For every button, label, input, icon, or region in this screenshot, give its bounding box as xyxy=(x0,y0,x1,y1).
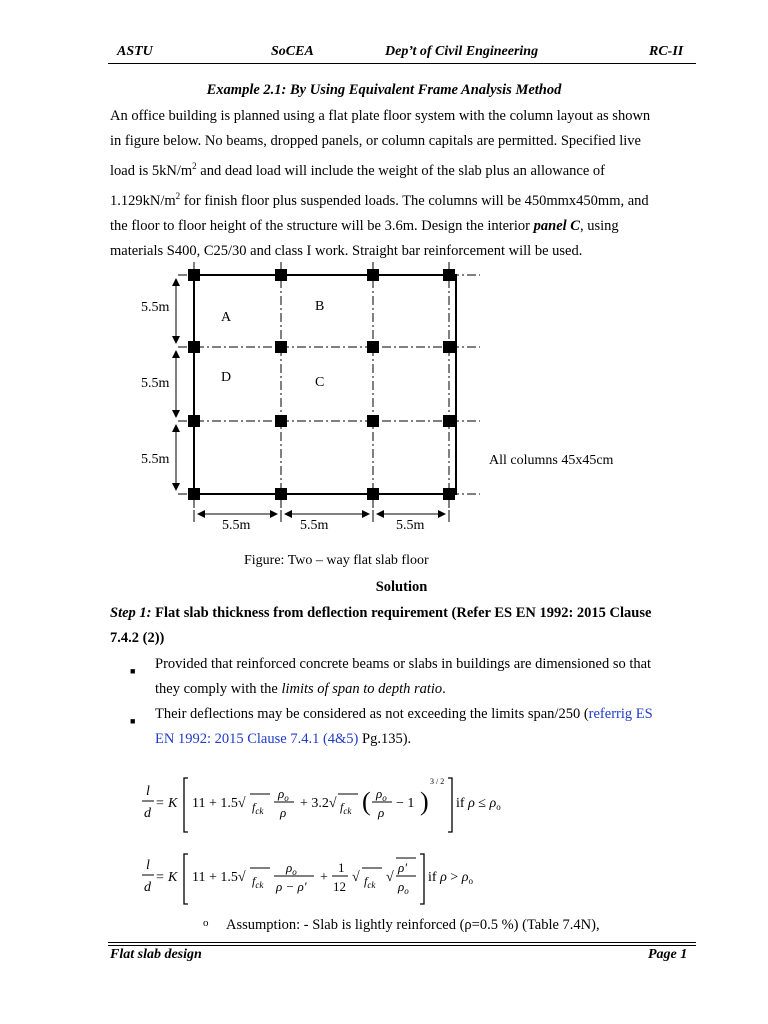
svg-text:√: √ xyxy=(386,870,394,885)
svg-text:12: 12 xyxy=(333,879,346,894)
svg-text:ρ': ρ' xyxy=(398,860,408,875)
svg-text:): ) xyxy=(420,787,429,816)
solution-heading: Solution xyxy=(375,579,428,595)
svg-text:=: = xyxy=(156,870,164,885)
panel-d-label: D xyxy=(221,370,232,385)
svg-text:d: d xyxy=(144,806,151,821)
bullet-square-icon: ■ xyxy=(130,716,136,726)
equation-condition: if $\rho \le \rho_o$ xyxy=(456,796,501,812)
intro-line: the floor to floor height of the structure will be 3.6m. Design the interior panel C, using xyxy=(110,217,619,234)
slab-outline xyxy=(194,275,456,494)
row-dimension: 5.5m xyxy=(141,376,170,391)
page-number: Page 1 xyxy=(648,947,688,962)
circle-bullet-icon: o xyxy=(203,917,209,929)
header-course: RC-II xyxy=(649,44,684,59)
svg-text:=: = xyxy=(156,796,164,811)
svg-text:1: 1 xyxy=(338,860,345,875)
column-dimension: 5.5m xyxy=(300,518,329,533)
svg-text:11 + 1.5√: 11 + 1.5√ xyxy=(192,796,246,811)
svg-text:− 1: − 1 xyxy=(396,796,415,811)
svg-text:√: √ xyxy=(352,870,360,885)
footer-rule-top xyxy=(108,942,696,943)
svg-text:K: K xyxy=(168,796,178,811)
row-dimension: 5.5m xyxy=(141,452,170,467)
step1-heading: Step 1: Flat slab thickness from deflection requirement (Refer ES EN 1992: 2015 Clause 7.4.2 (2)) xyxy=(110,605,652,646)
header-department: Dep’t of Civil Engineering xyxy=(385,44,539,59)
header-school: SoCEA xyxy=(271,44,314,59)
svg-text:K: K xyxy=(168,870,178,885)
svg-text:fck: $f_{ck}$ xyxy=(364,874,376,890)
svg-text:fck: $f_{ck}$ xyxy=(252,874,264,890)
intro-line: $1.129kN/m^2$ for finish floor plus suspended loads. The columns will be 450mmx450mm, and xyxy=(110,190,649,209)
footer-title: Flat slab design xyxy=(110,947,202,962)
column-dimension: 5.5m xyxy=(396,518,425,533)
column-size-note: All columns 45x45cm xyxy=(489,453,614,468)
intro-line: An office building is planned using a flat plate floor system with the column layout as shown xyxy=(110,108,651,124)
intro-line: in figure below. No beams, dropped panels, or column capitals are permitted. Specified live xyxy=(110,133,641,149)
bullet-square-icon: ■ xyxy=(130,666,136,676)
header-institution: ASTU xyxy=(117,44,153,59)
panel-c-label: C xyxy=(315,375,325,390)
svg-text:ρo: $\rho_o$ xyxy=(286,860,297,877)
figure-caption: Figure: Two – way flat slab floor xyxy=(244,553,429,568)
svg-text:ρo: $\rho_o$ xyxy=(376,786,387,803)
bullet-item: ■ Provided that reinforced concrete beams or slabs in buildings are dimensioned so that they comply with the limits of span to depth ratio. xyxy=(130,656,652,697)
svg-text:3 / 2: 3 / 2 xyxy=(430,777,445,786)
svg-text:(: ( xyxy=(362,787,371,816)
svg-text:fck: $f_{ck}$ xyxy=(252,800,264,816)
equation-condition: if $\rho > \rho_o$ xyxy=(428,870,473,886)
row-dimension: 5.5m xyxy=(141,300,170,315)
svg-text:ρo: $\rho_o$ xyxy=(278,786,289,803)
clause-reference: referrig ES xyxy=(588,706,653,722)
bullet-item: ■ Their deflections may be considered as not exceeding the limits span/250 (referrig ES EN 1992: 2015 Clause 7.4.1 (4&5) Pg.135). xyxy=(130,706,653,747)
svg-text:11 + 1.5√: 11 + 1.5√ xyxy=(192,870,246,885)
svg-text:ρo: $\rho_o$ xyxy=(398,879,409,896)
svg-text:+ 3.2√: + 3.2√ xyxy=(300,796,337,811)
svg-text:ρ: ρ xyxy=(378,805,385,820)
clause-reference: EN 1992: 2015 Clause 7.4.1 (4&5) xyxy=(155,731,359,747)
intro-line: load is $5kN/m^2$ and dead load will include the weight of the slab plus an allowance of xyxy=(110,161,605,179)
svg-text:+: + xyxy=(320,870,328,885)
svg-text:d: d xyxy=(144,880,151,895)
footer-rule-bottom xyxy=(108,945,696,946)
assumption-text: Assumption: - Slab is lightly reinforced (ρ=0.5 %) (Table 7.4N), xyxy=(226,917,600,933)
svg-text:l: l xyxy=(146,784,150,799)
svg-text:ρ: ρ xyxy=(280,805,287,820)
deflection-equations xyxy=(130,770,530,910)
example-title: Example 2.1: By Using Equivalent Frame Analysis Method xyxy=(206,82,562,98)
svg-text:fck: $f_{ck}$ xyxy=(340,800,352,816)
svg-text:ρ − ρ': ρ − ρ' xyxy=(276,879,307,894)
step1-label: Step 1: xyxy=(110,605,152,621)
panel-a-label: A xyxy=(221,310,232,325)
column-dimension: 5.5m xyxy=(222,518,251,533)
grid-lines xyxy=(178,262,480,508)
intro-line: materials S400, C25/30 and class I work. Straight bar reinforcement will be used. xyxy=(110,242,583,259)
svg-text:l: l xyxy=(146,858,150,873)
panel-b-label: B xyxy=(315,299,325,314)
